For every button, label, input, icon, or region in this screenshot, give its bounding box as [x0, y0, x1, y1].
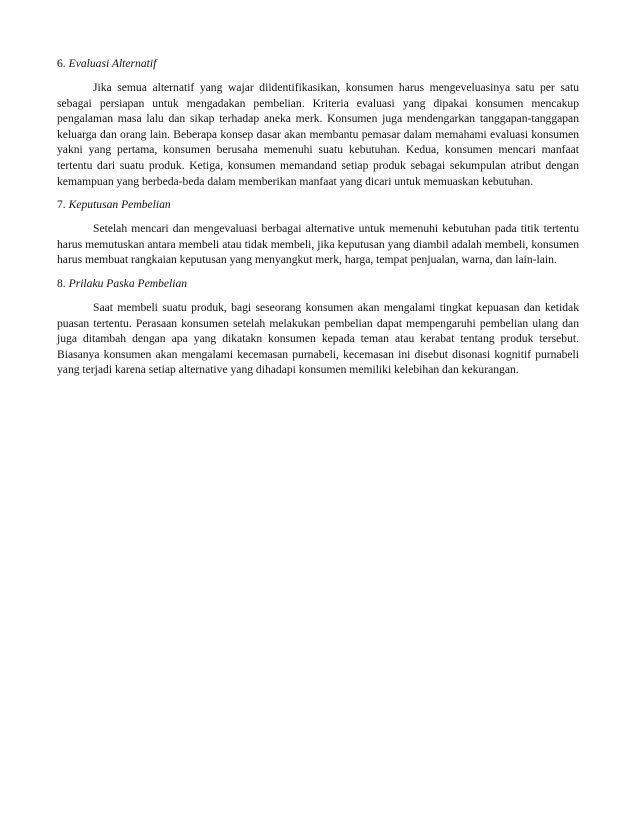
section-prilaku-paska-pembelian — [57, 276, 579, 378]
section-title: Keputusan Pembelian — [68, 198, 171, 212]
section-heading — [57, 276, 579, 292]
section-paragraph: Saat membeli suatu produk, bagi seseorang konsumen akan mengalami tingkat kepuasan dan ketidak puasan tertentu. Perasaan konsumen setelah melakukan pembelian dapat mempengaruhi pembelian ulang dan juga ditambah dengan apa yang dikatakn konsumen kepada teman atau kerabat tentang produk tersebut. Biasanya konsumen akan mengalami kecemasan purnabeli, kecemasan ini disebut disonasi kognitif purnabeli yang terjadi karena setiap alternative yang dihadapi konsumen memiliki kelebihan dan kekurangan. — [57, 300, 579, 377]
section-number: 8. — [57, 276, 66, 290]
section-title: Evaluasi Alternatif — [68, 57, 157, 70]
section-paragraph: Setelah mencari dan mengevaluasi berbagai alternative untuk memenuhi kebutuhan pada titik tertentu harus memutuskan antara membeli atau tidak membeli, jika keputusan yang diambil adalah membeli, konsumen harus membuat rangkaian keputusan yang menyangkut merk, harga, tempat penjualan, warna, dan lain-lain. — [57, 222, 579, 267]
section-paragraph: Jika semua alternatif yang wajar diidentifikasikan, konsumen harus mengeveluasinya satu per satu sebagai persiapan untuk mengadakan pembelian. Kriteria evaluasi yang dipakai konsumen mencakup pengalaman masa lalu dan sikap terhadap aneka merk. Konsumen juga mendengarkan tanggapan-tanggapan keluarga dan orang lain. Beberapa konsep dasar akan membantu pemasar dalam memahami evaluasi konsumen yakni yang pertama, konsumen berusaha memenuhi suatu kebutuhan. Kedua, konsumen mencari manfaat tertentu dari suatu produk. Ketiga, konsumen memandand setiap produk sebagai sekumpulan atribut dengan kemampuan yang berbeda-beda dalam memberikan manfaat yang dicari untuk memuaskan kebutuhan. — [57, 81, 579, 188]
section-evaluasi-alternatif — [57, 56, 579, 189]
section-title: Prilaku Paska Pembelian — [68, 276, 188, 290]
document-page — [57, 56, 579, 386]
section-heading — [57, 56, 579, 72]
section-heading — [57, 197, 579, 213]
section-keputusan-pembelian — [57, 197, 579, 268]
section-number: 7. — [57, 198, 66, 212]
section-number: 6. — [57, 57, 66, 70]
